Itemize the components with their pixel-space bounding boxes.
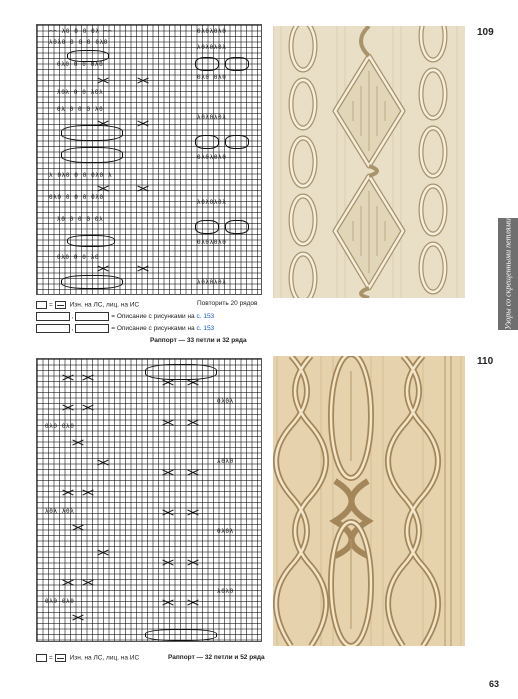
raport-text: Раппорт — 32 петли и 52 ряда bbox=[168, 654, 265, 661]
legend-cable-1: , = Описание с рисунками на с. 153 bbox=[36, 312, 214, 321]
chart-110: 0λ0 0λ0 λ0λ λ0λ 0λ0 0λ0 0λ0λ λ0λ0 0λ0λ λ0λ0 bbox=[36, 358, 262, 642]
photo-110 bbox=[273, 356, 465, 646]
raport-text: Раппорт — 33 петли и 32 ряда bbox=[150, 337, 247, 344]
cable-symbol bbox=[36, 324, 70, 333]
legend-stitches: = Изн. на ЛС, лиц. на ИС bbox=[36, 301, 139, 309]
page-link[interactable]: с. 153 bbox=[196, 313, 215, 321]
legend-cable-2: , = Описание с рисунками на с. 153 bbox=[36, 324, 214, 333]
page-number: 63 bbox=[489, 679, 500, 689]
legend-stitches: = Изн. на ЛС, лиц. на ИС bbox=[36, 654, 139, 662]
repeat-note: Повторить 20 рядов bbox=[197, 300, 258, 307]
legend-desc-text: = Описание с рисунками на bbox=[111, 325, 195, 333]
photo-109 bbox=[273, 26, 465, 298]
purl-symbol bbox=[36, 654, 47, 662]
knit-symbol bbox=[55, 301, 66, 309]
cable-symbol bbox=[75, 324, 109, 333]
page-link[interactable]: с. 153 bbox=[196, 325, 215, 333]
pattern-number: 110 bbox=[477, 356, 494, 367]
legend-stitches-text: Изн. на ЛС, лиц. на ИС bbox=[69, 301, 140, 309]
legend-stitches-text: Изн. на ЛС, лиц. на ИС bbox=[69, 654, 140, 662]
legend-desc-text: = Описание с рисунками на bbox=[111, 313, 195, 321]
cable-symbol bbox=[36, 312, 70, 321]
pattern-number: 109 bbox=[477, 27, 494, 38]
side-tab-label: Узоры со скрещенными петлями bbox=[503, 218, 513, 330]
purl-symbol bbox=[36, 301, 47, 309]
cable-symbol bbox=[75, 312, 109, 321]
knit-symbol bbox=[55, 654, 66, 662]
chart-109: ⌒⌒ λ0 0 0 0λ ⌒⌒ λ0λ0 0 0 0 0λ0 0λ0 0 0 0λ0 λ0λ 0 0 λ0λ 0λ 0 0 0 λ0 λ 0λ0 0 0 0λ0 λ 0λ0 0 0 0 0λ0 λ0 0 0 0 0λ 0λ0 0 0 λ0 0λ0λ0λ0 λ0λ0λ0λ 0λ0 0λ0 λ0λ0λ0λ 0λ0λ0λ0 λ0λ0λ0λ 0λ0λ0λ0 λ0λ0λ0λ bbox=[36, 24, 262, 295]
section-side-tab bbox=[498, 218, 518, 330]
